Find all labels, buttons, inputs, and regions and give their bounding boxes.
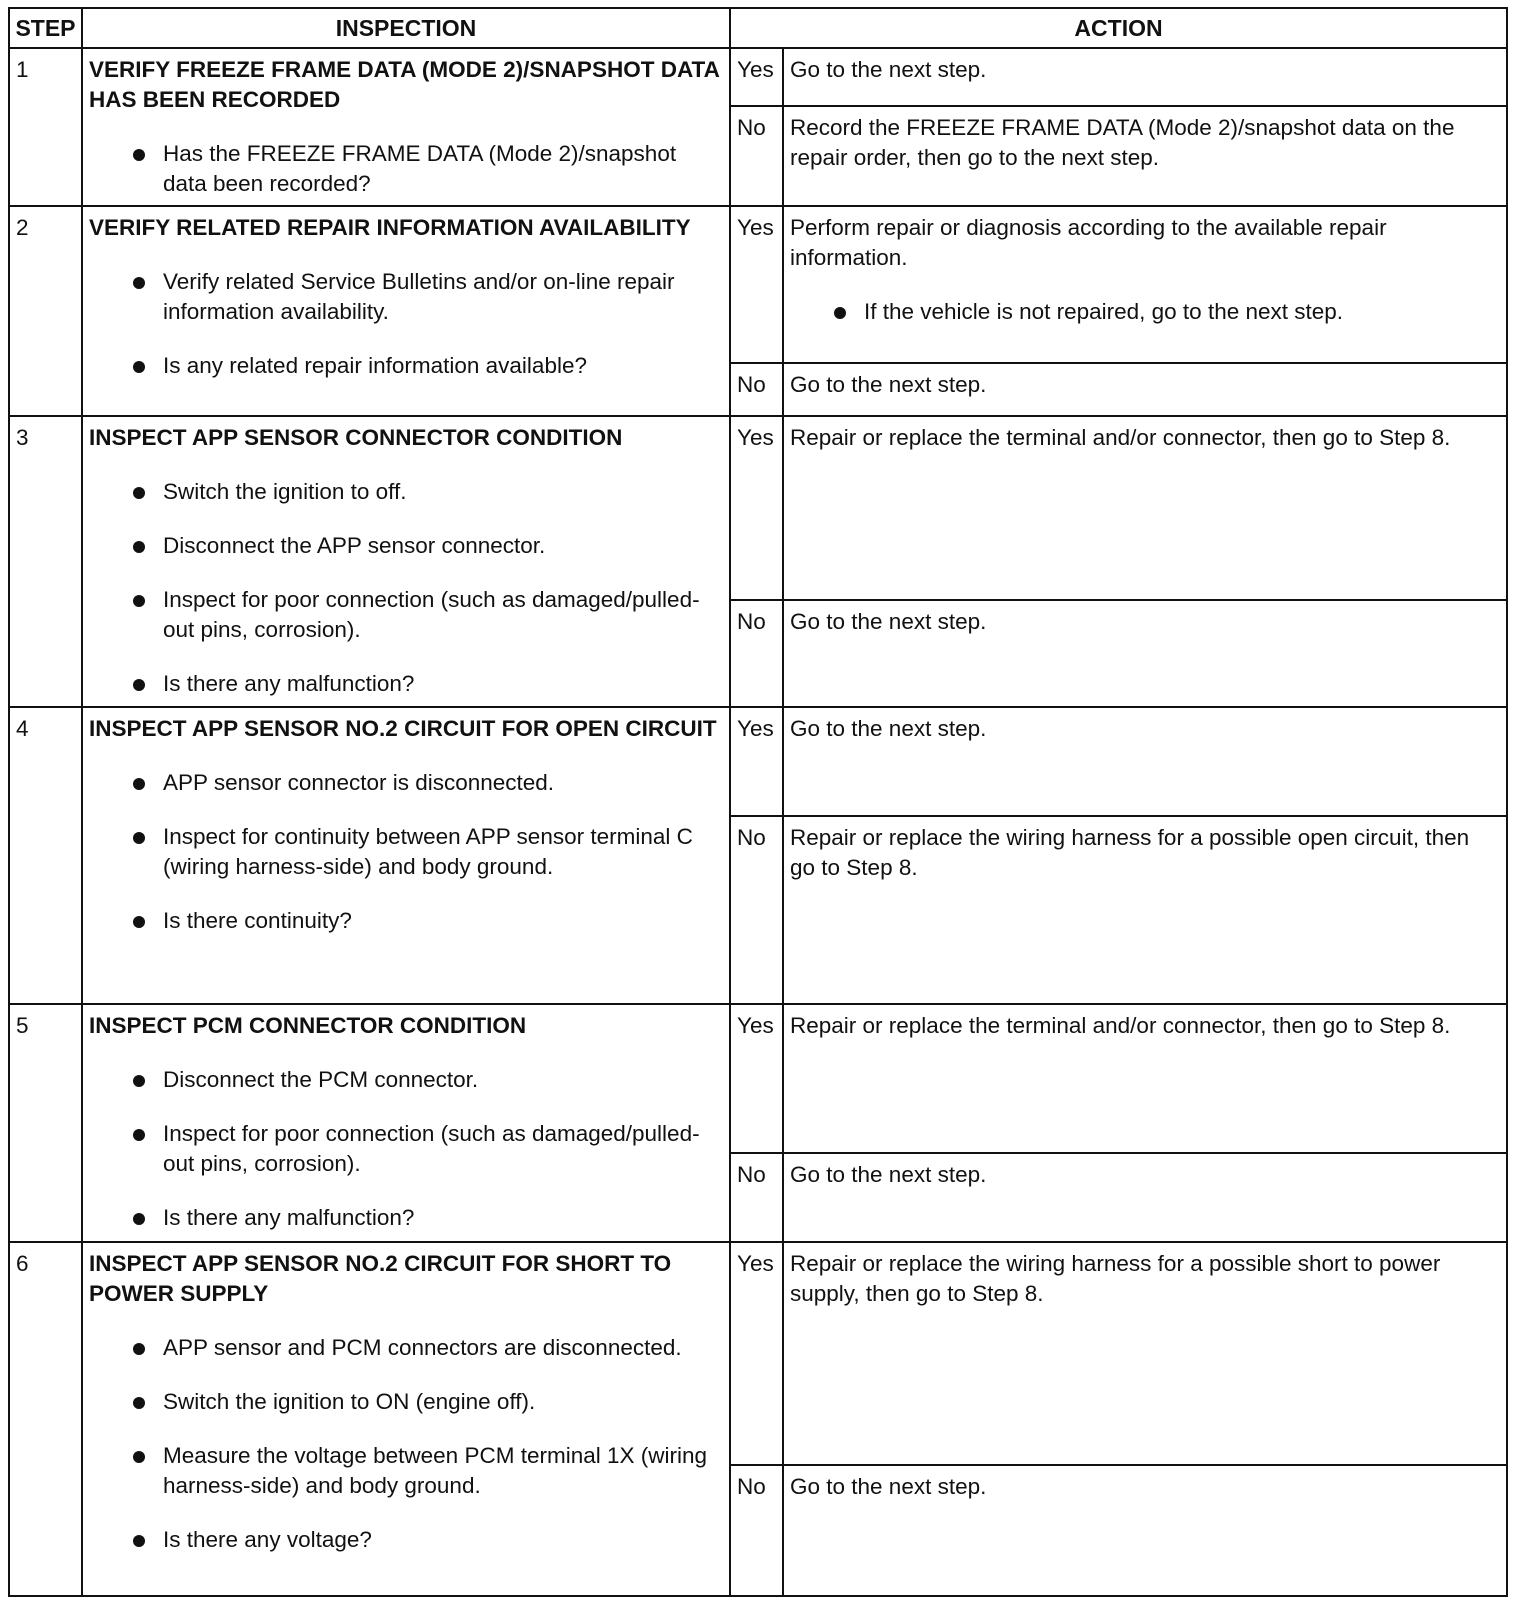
no-label: No [730, 600, 783, 707]
step-5-yes-row [9, 1004, 1507, 1154]
inspection-cell [82, 416, 730, 707]
step-title: INSPECT APP SENSOR NO.2 CIRCUIT FOR SHORT TO POWER SUPPLY [89, 1251, 672, 1307]
no-label: No [730, 1153, 783, 1242]
inspection-column-header: INSPECTION [82, 8, 730, 48]
step-1-yes-row [9, 48, 1507, 106]
no-action: Record the FREEZE FRAME DATA (Mode 2)/snapshot data on the repair order, then go to the next step. [783, 106, 1507, 205]
bullet-item: Disconnect the PCM connector. [89, 1065, 723, 1095]
step-number: 2 [9, 206, 82, 416]
yes-label: Yes [730, 48, 783, 106]
inspection-cell [82, 1004, 730, 1242]
yes-label: Yes [730, 1242, 783, 1464]
no-label: No [730, 1465, 783, 1596]
table-header-row [9, 8, 1507, 48]
inspection-cell [82, 1242, 730, 1596]
step-3-yes-row [9, 416, 1507, 600]
no-action: Go to the next step. [783, 363, 1507, 416]
bullet-item: Switch the ignition to ON (engine off). [89, 1387, 723, 1417]
no-action: Go to the next step. [783, 1153, 1507, 1242]
bullet-item: Measure the voltage between PCM terminal 1X (wiring harness-side) and body ground. [89, 1441, 723, 1501]
step-number: 4 [9, 707, 82, 1004]
bullet-list [89, 267, 723, 381]
bullet-item: Is there any malfunction? [89, 669, 723, 699]
inspection-cell [82, 48, 730, 206]
no-action: Go to the next step. [783, 1465, 1507, 1596]
bullet-item: Is there any malfunction? [89, 1203, 723, 1233]
bullet-item: Has the FREEZE FRAME DATA (Mode 2)/snapshot data been recorded? [89, 139, 723, 199]
bullet-item: Is there continuity? [89, 906, 723, 936]
bullet-list [89, 1065, 723, 1233]
bullet-item: Is any related repair information available? [89, 351, 723, 381]
yes-label: Yes [730, 416, 783, 600]
bullet-item: Switch the ignition to off. [89, 477, 723, 507]
no-action: Go to the next step. [783, 600, 1507, 707]
yes-label: Yes [730, 1004, 783, 1154]
step-title: VERIFY RELATED REPAIR INFORMATION AVAILABILITY [89, 214, 691, 240]
bullet-item: APP sensor and PCM connectors are disconnected. [89, 1333, 723, 1363]
inspection-cell [82, 707, 730, 1004]
action-text: Perform repair or diagnosis according to the available repair information. [790, 214, 1387, 270]
inspection-cell [82, 206, 730, 416]
step-4-yes-row [9, 707, 1507, 816]
step-column-header: STEP [9, 8, 82, 48]
step-title: INSPECT APP SENSOR NO.2 CIRCUIT FOR OPEN CIRCUIT [89, 715, 717, 741]
bullet-item: APP sensor connector is disconnected. [89, 768, 723, 798]
step-2-yes-row [9, 206, 1507, 364]
no-action: Repair or replace the wiring harness for a possible open circuit, then go to Step 8. [783, 816, 1507, 1004]
yes-action: Repair or replace the terminal and/or connector, then go to Step 8. [783, 416, 1507, 600]
yes-action: Go to the next step. [783, 48, 1507, 106]
step-number: 6 [9, 1242, 82, 1596]
bullet-item: Inspect for continuity between APP sensor terminal C (wiring harness-side) and body ground. [89, 822, 723, 882]
step-title: INSPECT PCM CONNECTOR CONDITION [89, 1012, 527, 1038]
bullet-list [89, 139, 723, 199]
yes-action: Repair or replace the terminal and/or connector, then go to Step 8. [783, 1004, 1507, 1154]
step-title: VERIFY FREEZE FRAME DATA (MODE 2)/SNAPSHOT DATA HAS BEEN RECORDED [89, 57, 720, 112]
bullet-item: Inspect for poor connection (such as damaged/pulled-out pins, corrosion). [89, 585, 723, 645]
bullet-list [89, 1333, 723, 1555]
step-6-yes-row [9, 1242, 1507, 1464]
yes-label: Yes [730, 206, 783, 364]
yes-action: Go to the next step. [783, 707, 1507, 816]
yes-action: Repair or replace the wiring harness for a possible short to power supply, then go to Step 8. [783, 1242, 1507, 1464]
no-label: No [730, 363, 783, 416]
yes-label: Yes [730, 707, 783, 816]
step-number: 1 [9, 48, 82, 206]
step-number: 5 [9, 1004, 82, 1242]
bullet-item: Is there any voltage? [89, 1525, 723, 1555]
no-label: No [730, 106, 783, 205]
step-title: INSPECT APP SENSOR CONNECTOR CONDITION [89, 424, 623, 450]
no-label: No [730, 816, 783, 1004]
yes-action [783, 206, 1507, 364]
bullet-list [89, 477, 723, 699]
bullet-item: Disconnect the APP sensor connector. [89, 531, 723, 561]
step-number: 3 [9, 416, 82, 707]
diagnostic-procedure-table [8, 7, 1508, 1597]
action-column-header: ACTION [730, 8, 1507, 48]
bullet-item: Inspect for poor connection (such as damaged/pulled-out pins, corrosion). [89, 1119, 723, 1179]
bullet-list [89, 768, 723, 936]
bullet-item: If the vehicle is not repaired, go to the next step. [790, 297, 1500, 327]
action-bullet-list [790, 297, 1500, 327]
bullet-item: Verify related Service Bulletins and/or on-line repair information availability. [89, 267, 723, 327]
